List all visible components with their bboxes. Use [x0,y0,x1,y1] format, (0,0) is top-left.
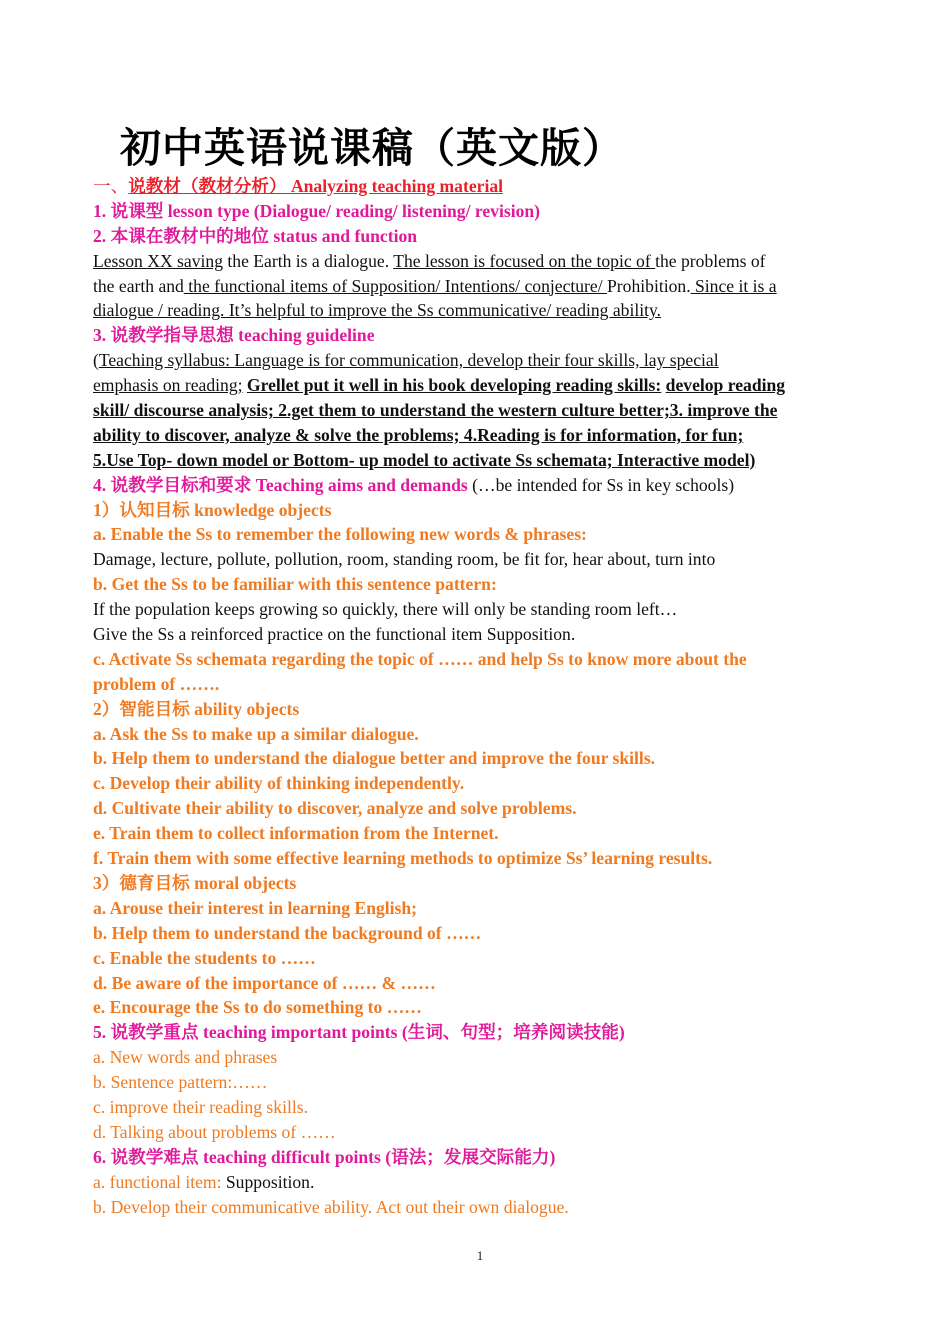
text-line [93,746,855,771]
text-run: e. Encourage the Ss to do something to …… [93,997,422,1018]
text-line [93,398,855,423]
text-run: a. Arouse their interest in learning English; [93,897,418,918]
text-line [93,348,855,373]
text-line [93,498,855,523]
text-line [93,896,855,921]
text-line [93,1095,855,1120]
text-run: 6. 说教学难点 teaching difficult points (语法；发展交际能力) [93,1146,556,1167]
text-line [93,1145,855,1170]
text-line [93,199,855,224]
text-run: Since it is a [690,275,777,296]
text-run: a. functional item: [93,1171,226,1192]
text-run: b. Develop their communicative ability. Act out their own dialogue. [93,1196,569,1217]
text-run: ( [93,350,99,371]
text-line [93,697,855,722]
text-run: dialogue / reading. It’s helpful to improve the Ss communicative/ reading ability. [93,300,662,321]
text-run: c. Develop their ability of thinking independently. [93,773,465,794]
text-line [93,796,855,821]
text-run: Grellet put it well in his book developing reading skills: [246,375,662,396]
text-run: the Earth is a dialogue. [223,250,394,271]
text-run: 2. 本课在教材中的地位 status and function [93,225,418,246]
text-line [93,473,855,498]
text-line [93,1070,855,1095]
text-run: c. Enable the students to …… [93,947,316,968]
text-run: Teaching syllabus: Language is for communication, develop their four skills, lay special [98,350,719,371]
text-run: Damage, lecture, pollute, pollution, room, standing room, be fit for, hear about, turn into [93,549,716,570]
text-run: 3. 说教学指导思想 teaching guideline [93,325,375,346]
text-run: 说教材（教材分析） Analyzing teaching material [128,176,504,196]
text-run: ability to discover, analyze & solve the problems; 4.Reading is for information, for fun; [93,424,744,445]
text-line [93,1120,855,1145]
text-line [93,373,855,398]
text-line [93,995,855,1020]
text-run: the earth and [93,275,184,296]
document-body [93,174,855,1219]
text-line [93,298,855,323]
text-line [93,1045,855,1070]
text-run: develop reading [665,375,786,396]
text-run: f. Train them with some effective learning methods to optimize Ss’ learning results. [93,848,713,869]
text-line [93,722,855,747]
text-line [93,547,855,572]
text-line [93,672,855,697]
text-run: 4. 说教学目标和要求 Teaching aims and demands [93,474,468,495]
text-line [93,572,855,597]
text-run: a. Ask the Ss to make up a similar dialogue. [93,723,419,744]
text-run: If the population keeps growing so quickly, there will only be standing room left… [93,599,678,620]
text-run: a. Enable the Ss to remember the following new words & phrases: [93,524,587,545]
text-run: problem of ……. [93,673,220,694]
text-run: Lesson XX saving [93,250,223,271]
text-line [93,174,855,199]
text-line [93,1170,855,1195]
text-run: The lesson is focused on the topic of [393,250,656,271]
text-line [93,249,855,274]
text-run: 1. 说课型 lesson type (Dialogue/ reading/ listening/ revision) [93,200,541,221]
text-line [93,971,855,996]
text-run: Give the Ss a reinforced practice on the functional item Supposition. [93,624,576,645]
text-run: c. Activate Ss schemata regarding the topic of …… and help Ss to know more about the [93,648,747,669]
text-run: d. Talking about problems of …… [93,1121,336,1142]
text-run: 一、 [93,176,129,196]
text-line [93,921,855,946]
text-run: b. Help them to understand the dialogue better and improve the four skills. [93,748,656,769]
text-run: the problems of [655,250,766,271]
text-line [93,448,855,473]
text-line [93,1195,855,1220]
text-run: a. New words and phrases [93,1047,278,1068]
text-run: 5. 说教学重点 teaching important points (生词、句型；培养阅读技能) [93,1022,625,1043]
text-run: Prohibition. [607,275,691,296]
text-line [93,846,855,871]
text-line [93,274,855,299]
text-line [93,522,855,547]
text-run: c. improve their reading skills. [93,1096,308,1117]
text-run: d. Cultivate their ability to discover, analyze and solve problems. [93,798,577,819]
text-line [93,622,855,647]
text-run: 2）智能目标 ability objects [93,698,300,719]
text-run: (…be intended for Ss in key schools) [467,474,735,495]
text-run: d. Be aware of the importance of …… & …… [93,972,436,993]
text-run: skill/ discourse analysis; 2.get them to understand the western culture better;3. improve the [93,400,778,421]
text-run: 1）认知目标 knowledge objects [93,499,332,520]
text-line [93,323,855,348]
text-run: 5.Use Top- down model or Bottom- up model to activate Ss schemata; Interactive model) [93,449,756,470]
document-title: 初中英语说课稿（英文版） [120,124,624,172]
text-run: 3）德育目标 moral objects [93,872,297,893]
text-line [93,423,855,448]
text-line [93,821,855,846]
text-run: e. Train them to collect information from the Internet. [93,823,499,844]
page-number: 1 [476,1248,484,1263]
text-line [93,224,855,249]
text-run: b. Help them to understand the background of …… [93,922,482,943]
text-run: Supposition. [225,1171,315,1192]
text-run: b. Get the Ss to be familiar with this sentence pattern: [93,574,497,595]
text-line [93,647,855,672]
text-line [93,771,855,796]
text-line [93,946,855,971]
text-run: emphasis on reading; [93,375,243,396]
text-line [93,597,855,622]
text-line [93,871,855,896]
text-line [93,1020,855,1045]
text-run: b. Sentence pattern:…… [93,1072,268,1093]
text-run: the functional items of Supposition/ Intentions/ conjecture/ [183,275,608,296]
